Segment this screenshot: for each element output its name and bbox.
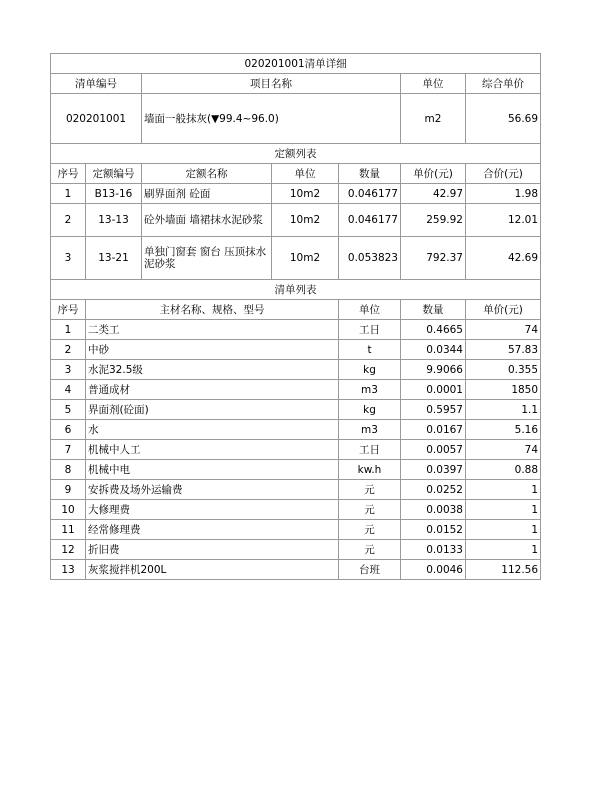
- material-col-unit: 单位: [339, 300, 401, 320]
- unit-label: 单位: [401, 74, 466, 94]
- material-no: 4: [51, 380, 86, 400]
- header-label-row: [51, 74, 541, 94]
- quota-name: 刷界面剂 砼面: [142, 184, 272, 204]
- material-row: [51, 480, 541, 500]
- material-qty: 0.0252: [401, 480, 466, 500]
- material-unit: kg: [339, 360, 401, 380]
- quota-row: [51, 237, 541, 280]
- quota-row: [51, 204, 541, 237]
- materials-header-row: [51, 300, 541, 320]
- quota-col-code: 定额编号: [86, 164, 142, 184]
- material-price: 1: [466, 540, 541, 560]
- material-row: [51, 340, 541, 360]
- quota-col-no: 序号: [51, 164, 86, 184]
- table-title: 020201001清单详细: [51, 54, 541, 74]
- quota-no: 2: [51, 204, 86, 237]
- material-qty: 0.5957: [401, 400, 466, 420]
- quota-unit: 10m2: [272, 237, 339, 280]
- bill-detail-table: [50, 53, 541, 580]
- material-name: 水: [86, 420, 339, 440]
- material-qty: 0.0397: [401, 460, 466, 480]
- material-price: 0.355: [466, 360, 541, 380]
- material-unit: kw.h: [339, 460, 401, 480]
- title-row: [51, 54, 541, 74]
- material-row: [51, 440, 541, 460]
- material-price: 1: [466, 480, 541, 500]
- header-value-row: [51, 94, 541, 144]
- material-qty: 0.0001: [401, 380, 466, 400]
- quota-price: 259.92: [401, 204, 466, 237]
- unit-price-label: 综合单价: [466, 74, 541, 94]
- material-name: 大修理费: [86, 500, 339, 520]
- material-qty: 0.0046: [401, 560, 466, 580]
- material-unit: 台班: [339, 560, 401, 580]
- quota-unit: 10m2: [272, 204, 339, 237]
- material-qty: 0.0133: [401, 540, 466, 560]
- material-col-name: 主材名称、规格、型号: [86, 300, 339, 320]
- material-price: 57.83: [466, 340, 541, 360]
- material-no: 1: [51, 320, 86, 340]
- material-name: 灰浆搅拌机200L: [86, 560, 339, 580]
- material-row: [51, 560, 541, 580]
- material-no: 3: [51, 360, 86, 380]
- quota-no: 1: [51, 184, 86, 204]
- quota-col-qty: 数量: [339, 164, 401, 184]
- material-qty: 0.0344: [401, 340, 466, 360]
- material-price: 1850: [466, 380, 541, 400]
- material-row: [51, 360, 541, 380]
- material-no: 12: [51, 540, 86, 560]
- quota-price: 792.37: [401, 237, 466, 280]
- material-price: 5.16: [466, 420, 541, 440]
- quota-name: 砼外墙面 墙裙抹水泥砂浆: [142, 204, 272, 237]
- material-price: 0.88: [466, 460, 541, 480]
- material-unit: 元: [339, 540, 401, 560]
- material-unit: 元: [339, 520, 401, 540]
- material-name: 二类工: [86, 320, 339, 340]
- bill-code: 020201001: [51, 94, 142, 144]
- material-name: 机械中电: [86, 460, 339, 480]
- material-price: 1: [466, 520, 541, 540]
- material-unit: m3: [339, 380, 401, 400]
- project-name-label: 项目名称: [142, 74, 401, 94]
- material-unit: 元: [339, 480, 401, 500]
- material-no: 7: [51, 440, 86, 460]
- material-col-price: 单价(元): [466, 300, 541, 320]
- material-qty: 0.0038: [401, 500, 466, 520]
- material-name: 经常修理费: [86, 520, 339, 540]
- material-price: 74: [466, 440, 541, 460]
- unit-value: m2: [401, 94, 466, 144]
- quota-qty: 0.046177: [339, 204, 401, 237]
- quota-total: 12.01: [466, 204, 541, 237]
- quota-qty: 0.046177: [339, 184, 401, 204]
- material-name: 安拆费及场外运输费: [86, 480, 339, 500]
- bill-code-label: 清单编号: [51, 74, 142, 94]
- material-no: 2: [51, 340, 86, 360]
- quota-qty: 0.053823: [339, 237, 401, 280]
- material-row: [51, 380, 541, 400]
- quota-col-total: 合价(元): [466, 164, 541, 184]
- material-no: 6: [51, 420, 86, 440]
- material-row: [51, 540, 541, 560]
- material-qty: 0.0152: [401, 520, 466, 540]
- material-no: 5: [51, 400, 86, 420]
- material-no: 8: [51, 460, 86, 480]
- material-col-qty: 数量: [401, 300, 466, 320]
- material-unit: m3: [339, 420, 401, 440]
- quota-col-name: 定额名称: [142, 164, 272, 184]
- material-qty: 0.0057: [401, 440, 466, 460]
- quota-col-unit: 单位: [272, 164, 339, 184]
- material-no: 9: [51, 480, 86, 500]
- material-row: [51, 320, 541, 340]
- quota-col-price: 单价(元): [401, 164, 466, 184]
- material-no: 10: [51, 500, 86, 520]
- quota-name: 单独门窗套 窗台 压顶抹水泥砂浆: [142, 237, 272, 280]
- material-row: [51, 420, 541, 440]
- materials-section-title: 清单列表: [51, 280, 541, 300]
- material-name: 普通成材: [86, 380, 339, 400]
- quota-unit: 10m2: [272, 184, 339, 204]
- material-no: 13: [51, 560, 86, 580]
- material-name: 水泥32.5级: [86, 360, 339, 380]
- material-qty: 9.9066: [401, 360, 466, 380]
- material-row: [51, 500, 541, 520]
- project-name: 墙面一般抹灰(▼99.4~96.0): [142, 94, 401, 144]
- material-unit: 工日: [339, 440, 401, 460]
- material-price: 74: [466, 320, 541, 340]
- material-name: 中砂: [86, 340, 339, 360]
- material-row: [51, 520, 541, 540]
- material-col-no: 序号: [51, 300, 86, 320]
- materials-section-row: [51, 280, 541, 300]
- material-no: 11: [51, 520, 86, 540]
- quota-header-row: [51, 164, 541, 184]
- quota-section-row: [51, 144, 541, 164]
- material-price: 1.1: [466, 400, 541, 420]
- quota-row: [51, 184, 541, 204]
- material-unit: kg: [339, 400, 401, 420]
- quota-code: 13-21: [86, 237, 142, 280]
- quota-section-title: 定额列表: [51, 144, 541, 164]
- material-qty: 0.0167: [401, 420, 466, 440]
- material-unit: 元: [339, 500, 401, 520]
- unit-price-value: 56.69: [466, 94, 541, 144]
- quota-code: 13-13: [86, 204, 142, 237]
- material-name: 机械中人工: [86, 440, 339, 460]
- material-unit: t: [339, 340, 401, 360]
- quota-price: 42.97: [401, 184, 466, 204]
- quota-no: 3: [51, 237, 86, 280]
- material-unit: 工日: [339, 320, 401, 340]
- quota-total: 42.69: [466, 237, 541, 280]
- material-qty: 0.4665: [401, 320, 466, 340]
- material-price: 112.56: [466, 560, 541, 580]
- quota-code: B13-16: [86, 184, 142, 204]
- material-name: 界面剂(砼面): [86, 400, 339, 420]
- material-name: 折旧费: [86, 540, 339, 560]
- material-price: 1: [466, 500, 541, 520]
- quota-total: 1.98: [466, 184, 541, 204]
- material-row: [51, 400, 541, 420]
- material-row: [51, 460, 541, 480]
